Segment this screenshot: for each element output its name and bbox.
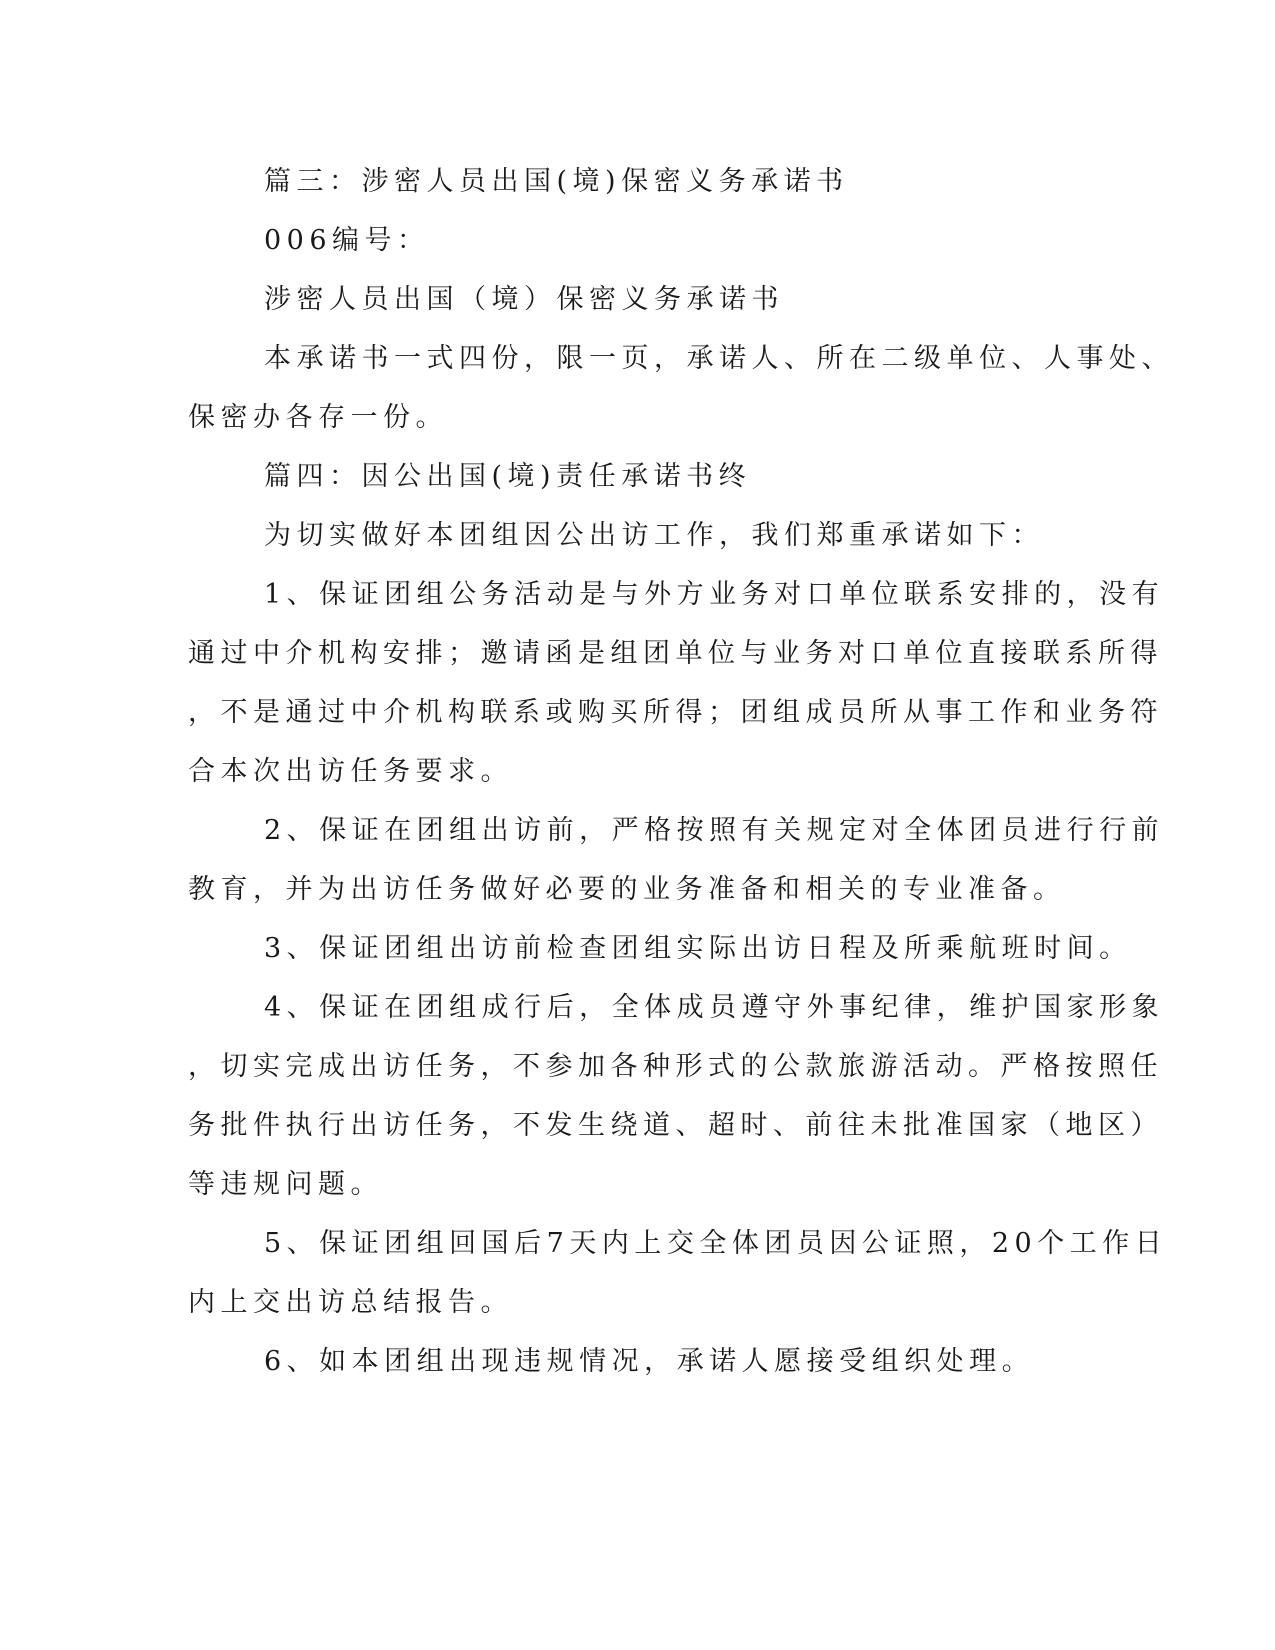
pledge-title: 涉密人员出国（境）保密义务承诺书 [264, 284, 784, 315]
heading-part-four: 篇四：因公出国(境)责任承诺书终 [264, 461, 752, 492]
paragraph-line: 保密办各存一份。 [188, 402, 448, 433]
paragraph-line: 等违规问题。 [188, 1169, 383, 1200]
paragraph-line: 6、如本团组出现违规情况，承诺人愿接受组织处理。 [264, 1346, 1035, 1377]
document-number-label: 006编号： [264, 225, 430, 256]
paragraph-line: 2、保证在团组出访前，严格按照有关规定对全体团员进行行前 [264, 815, 1165, 846]
paragraph-line: ，切实完成出访任务，不参加各种形式的公款旅游活动。严格按照任 [188, 1051, 1163, 1082]
paragraph-line: ，不是通过中介机构联系或购买所得；团组成员所从事工作和业务符 [188, 697, 1163, 728]
paragraph-line: 本承诺书一式四份，限一页，承诺人、所在二级单位、人事处、 [264, 343, 1174, 374]
paragraph-line: 通过中介机构安排；邀请函是组团单位与业务对口单位直接联系所得 [188, 638, 1163, 669]
paragraph-line: 合本次出访任务要求。 [188, 756, 513, 787]
heading-part-three: 篇三：涉密人员出国(境)保密义务承诺书 [264, 166, 849, 197]
paragraph-line: 5、保证团组回国后7天内上交全体团员因公证照，20个工作日 [264, 1228, 1168, 1259]
paragraph-line: 1、保证团组公务活动是与外方业务对口单位联系安排的，没有 [264, 579, 1165, 610]
paragraph-line: 4、保证在团组成行后，全体成员遵守外事纪律，维护国家形象 [264, 992, 1165, 1023]
paragraph-line: 教育，并为出访任务做好必要的业务准备和相关的专业准备。 [188, 874, 1066, 905]
paragraph-line: 内上交出访总结报告。 [188, 1287, 513, 1318]
paragraph-line: 为切实做好本团组因公出访工作，我们郑重承诺如下： [264, 520, 1044, 551]
paragraph-line: 3、保证团组出访前检查团组实际出访日程及所乘航班时间。 [264, 933, 1132, 964]
paragraph-line: 务批件执行出访任务，不发生绕道、超时、前往未批准国家（地区） [188, 1110, 1163, 1141]
